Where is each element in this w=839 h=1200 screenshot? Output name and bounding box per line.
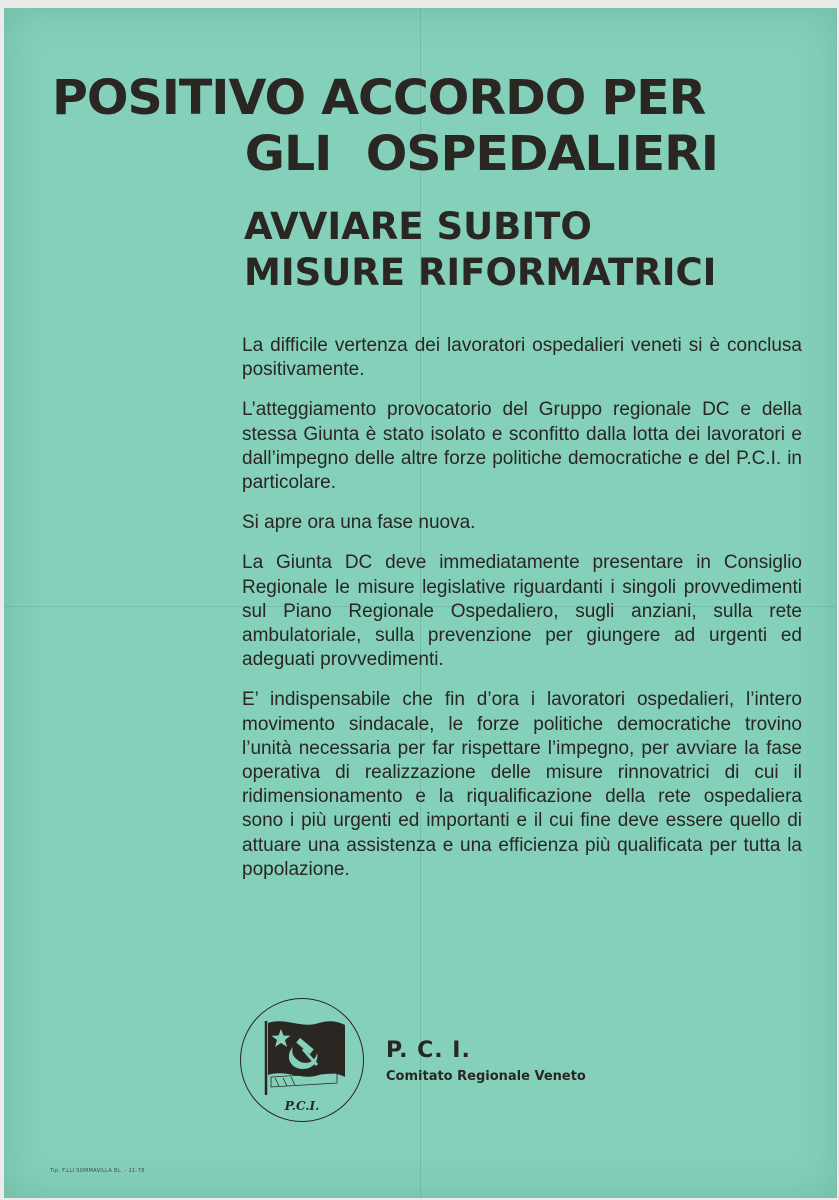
paragraph-2: L’atteggiamento provocatorio del Gruppo regionale DC e della stessa Giunta è stato isolato e sconfitto dalla lotta dei lavoratori e dall’impegno delle altre forze politiche democratiche e del P.C.I. in particolare.	[242, 399, 802, 494]
headline	[52, 70, 817, 182]
party-name: P. C. I.	[386, 1038, 471, 1063]
poster	[4, 8, 837, 1198]
signature	[386, 1038, 586, 1084]
pci-emblem	[240, 998, 364, 1122]
paragraph-4: La Giunta DC deve immediatamente presentare in Consiglio Regionale le misure legislative riguardanti i singoli provvedimenti sul Piano Regionale Ospedaliero, sugli anziani, sulla rete ambulatoriale, sulla prevenzione per giungere ad urgenti ed adeguati provvedimenti.	[242, 552, 802, 671]
paragraph-1: La difficile vertenza dei lavoratori ospedalieri veneti si è conclusa positivamente.	[242, 335, 802, 381]
subheadline-line-2: MISURE RIFORMATRICI	[244, 251, 717, 294]
committee-name: Comitato Regionale Veneto	[386, 1069, 586, 1084]
printer-note: Tip. F.LLI SOMMAVILLA BL. - 11-78	[50, 1168, 145, 1174]
headline-line-1: POSITIVO ACCORDO PER	[52, 70, 706, 126]
paragraph-5: E’ indispensabile che fin d’ora i lavoratori ospedalieri, l’intero movimento sindacale, le forze politiche democratiche trovino l’unità necessaria per far rispettare l’impegno, per avviare la fase operativa di realizzazione delle misure rinnovatrici di cui il ridimensionamento e la riqualificazione della rete ospedaliera sono i più urgenti ed importanti e il cui fine deve essere quello di attuare una assistenza e una efficienza più qualificata per tutta la popolazione.	[242, 689, 802, 880]
headline-line-2: GLI OSPEDALIERI	[244, 126, 719, 182]
body-text	[242, 334, 802, 898]
subheadline	[244, 204, 804, 296]
emblem-caption: P.C.I.	[284, 1099, 320, 1113]
subheadline-line-1: AVVIARE SUBITO	[244, 205, 592, 248]
paragraph-3: Si apre ora una fase nuova.	[242, 512, 476, 534]
